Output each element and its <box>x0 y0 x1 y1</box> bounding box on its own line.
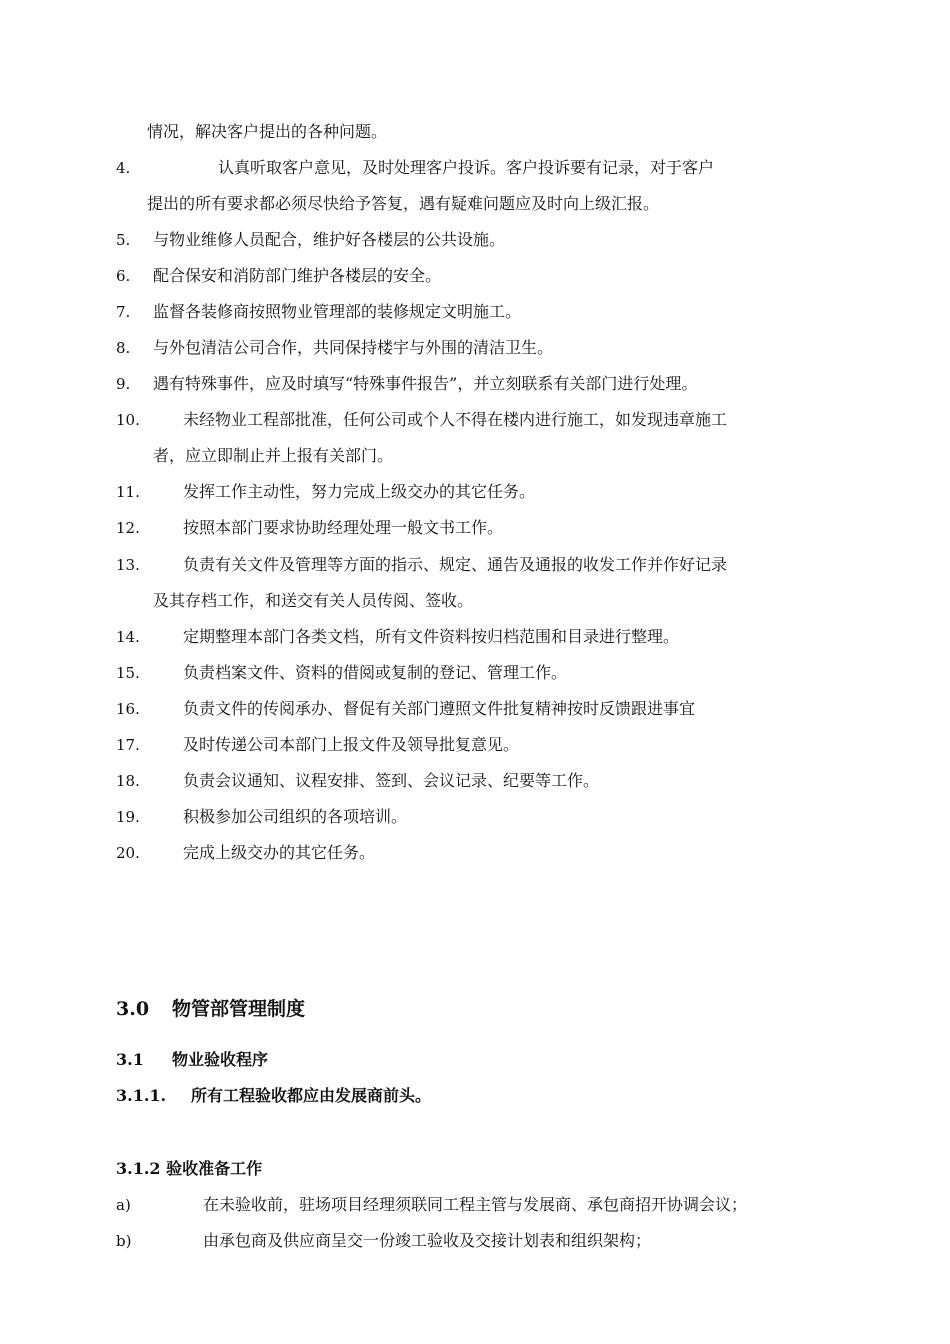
list-item-text: 及时传递公司本部门上报文件及领导批复意见。 <box>183 735 520 754</box>
step-label: b) <box>116 1232 132 1250</box>
subsection-title: 3.1.2 验收准备工作 <box>116 1159 263 1178</box>
step-label: a) <box>116 1196 131 1214</box>
list-item-number: 9. <box>116 375 131 393</box>
list-item-text: 负责有关文件及管理等方面的指示、规定、通告及通报的收发工作并作好记录 <box>183 555 728 574</box>
list-item-text: 未经物业工程部批准，任何公司或个人不得在楼内进行施工，如发现违章施工 <box>183 410 728 429</box>
list-item-number: 5. <box>116 231 131 249</box>
list-item-text: 与物业维修人员配合，维护好各楼层的公共设施。 <box>153 230 506 249</box>
list-item-text: 认真听取客户意见，及时处理客户投诉。客户投诉要有记录，对于客户 <box>218 158 715 177</box>
list-item-number: 20. <box>116 844 140 862</box>
step-text: 在未验收前，驻场项目经理须联同工程主管与发展商、承包商招开协调会议； <box>203 1195 748 1214</box>
subsection-number: 3.1.1. <box>116 1086 167 1105</box>
list-item-number: 12. <box>116 519 140 537</box>
subsection-title: 所有工程验收都应由发展商前头。 <box>191 1086 432 1105</box>
step-text: 由承包商及供应商呈交一份竣工验收及交接计划表和组织架构； <box>203 1231 652 1250</box>
list-item-text: 与外包清洁公司合作，共同保持楼宇与外围的清洁卫生。 <box>153 338 554 357</box>
list-item-text: 遇有特殊事件，应及时填写“特殊事件报告”，并立刻联系有关部门进行处理。 <box>153 374 698 393</box>
section-title: 物管部管理制度 <box>172 998 306 1020</box>
list-item-text: 定期整理本部门各类文档，所有文件资料按归档范围和目录进行整理。 <box>183 627 680 646</box>
list-item-text: 负责文件的传阅承办、督促有关部门遵照文件批复精神按时反馈跟进事宜 <box>183 699 696 718</box>
list-item-number: 11. <box>116 483 140 501</box>
list-item-number: 19. <box>116 808 140 826</box>
list-item-text: 积极参加公司组织的各项培训。 <box>183 807 408 826</box>
list-item-number: 18. <box>116 772 140 790</box>
list-item-number: 16. <box>116 700 140 718</box>
list-item-text: 及其存档工作，和送交有关人员传阅、签收。 <box>153 591 474 610</box>
section-number: 3.0 <box>116 998 150 1020</box>
list-item-text: 监督各装修商按照物业管理部的装修规定文明施工。 <box>153 302 522 321</box>
list-item-text: 情况，解决客户提出的各种问题。 <box>147 122 388 141</box>
list-item-text: 负责档案文件、资料的借阅或复制的登记、管理工作。 <box>183 663 568 682</box>
subsection-number: 3.1 <box>116 1050 144 1069</box>
list-item-number: 15. <box>116 664 140 682</box>
list-item-number: 6. <box>116 267 131 285</box>
list-item-number: 13. <box>116 556 140 574</box>
list-item-number: 17. <box>116 736 140 754</box>
list-item-text: 发挥工作主动性，努力完成上级交办的其它任务。 <box>183 482 536 501</box>
list-item-text: 提出的所有要求都必须尽快给予答复，遇有疑难问题应及时向上级汇报。 <box>147 194 660 213</box>
list-item-text: 者，应立即制止并上报有关部门。 <box>153 446 394 465</box>
list-item-number: 4. <box>116 159 131 177</box>
list-item-number: 8. <box>116 339 131 357</box>
list-item-text: 按照本部门要求协助经理处理一般文书工作。 <box>183 518 504 537</box>
list-item-number: 14. <box>116 628 140 646</box>
list-item-text: 完成上级交办的其它任务。 <box>183 843 376 862</box>
subsection-title: 物业验收程序 <box>172 1050 269 1069</box>
list-item-text: 负责会议通知、议程安排、签到、会议记录、纪要等工作。 <box>183 771 600 790</box>
list-item-text: 配合保安和消防部门维护各楼层的安全。 <box>153 266 442 285</box>
list-item-number: 7. <box>116 303 131 321</box>
list-item-number: 10. <box>116 411 140 429</box>
